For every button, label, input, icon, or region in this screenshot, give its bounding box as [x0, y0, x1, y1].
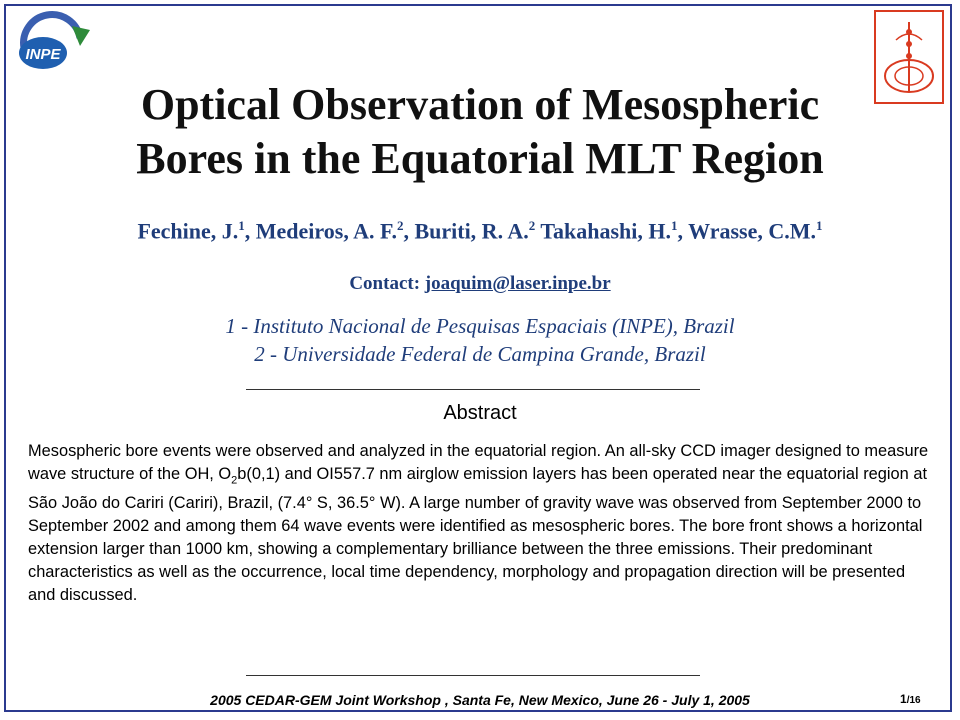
author-separator: ,: [403, 218, 415, 244]
page-number: [900, 692, 921, 706]
abstract-subscript: 2: [231, 474, 238, 487]
divider-top: [246, 389, 700, 390]
divider-bottom: [246, 675, 700, 676]
abstract-heading: Abstract: [443, 402, 517, 424]
affiliation-2: 2 - Universidade Federal de Campina Grande, Brazil: [254, 342, 706, 366]
footer-workshop: 2005 CEDAR-GEM Joint Workshop , Santa Fe, New Mexico, June 26 - July 1, 2005: [210, 692, 750, 708]
author-affiliation-mark: 2: [528, 218, 536, 233]
affiliations: [0, 312, 960, 368]
author-name: Takahashi, H.: [540, 218, 672, 244]
abstract-text: [28, 440, 933, 607]
svg-text:INPE: INPE: [25, 46, 61, 63]
page-current: 1: [900, 692, 907, 706]
author-affiliation-mark: 2: [396, 218, 404, 233]
author-name: Fechine, J.: [137, 218, 239, 244]
title-line-1: Optical Observation of Mesospheric: [140, 80, 820, 129]
page-total: /16: [906, 695, 921, 706]
inpe-logo: [10, 8, 100, 80]
contact-email-link[interactable]: joaquim@laser.inpe.br: [424, 273, 611, 294]
author-list: [0, 218, 960, 244]
contact-line: [0, 273, 960, 295]
contact-label: Contact:: [349, 273, 421, 294]
author-name: Medeiros, A. F.: [255, 218, 397, 244]
author-affiliation-mark: 1: [671, 218, 678, 233]
affiliation-1: 1 - Instituto Nacional de Pesquisas Espaciais (INPE), Brazil: [225, 314, 735, 338]
author-affiliation-mark: 1: [816, 218, 823, 233]
author-name: Buriti, R. A.: [414, 218, 529, 244]
title-line-2: Bores in the Equatorial MLT Region: [136, 134, 824, 183]
abstract-text-part-1: Mesospheric bore events were observed and analyzed in the equatorial region. An all-sky CCD imager designed to measure wave structure of the OH, O: [28, 442, 929, 483]
abstract-text-part-2: b(0,1) and OI557.7 nm airglow emission layers has been operated near the equatorial region at São João do Cariri (Cariri), Brazil, (7.4° S, 36.5° W). A large number of gravity wave was observed from September 2000 to September 2002 and among them 64 wave events were identified as mesospheric bores. The bore front shows a horizontal extension larger than 1000 km, showing a complementary brilliance between the three emissions. Their predominant characteristics as well as the occurrence, local time dependency, morphology and propagation direction will be presented and discussed.: [28, 465, 928, 605]
page-title: [0, 78, 960, 186]
author-name: Wrasse, C.M.: [688, 218, 817, 244]
author-separator: ,: [677, 218, 689, 244]
author-affiliation-mark: 1: [238, 218, 245, 233]
author-separator: ,: [244, 218, 256, 244]
